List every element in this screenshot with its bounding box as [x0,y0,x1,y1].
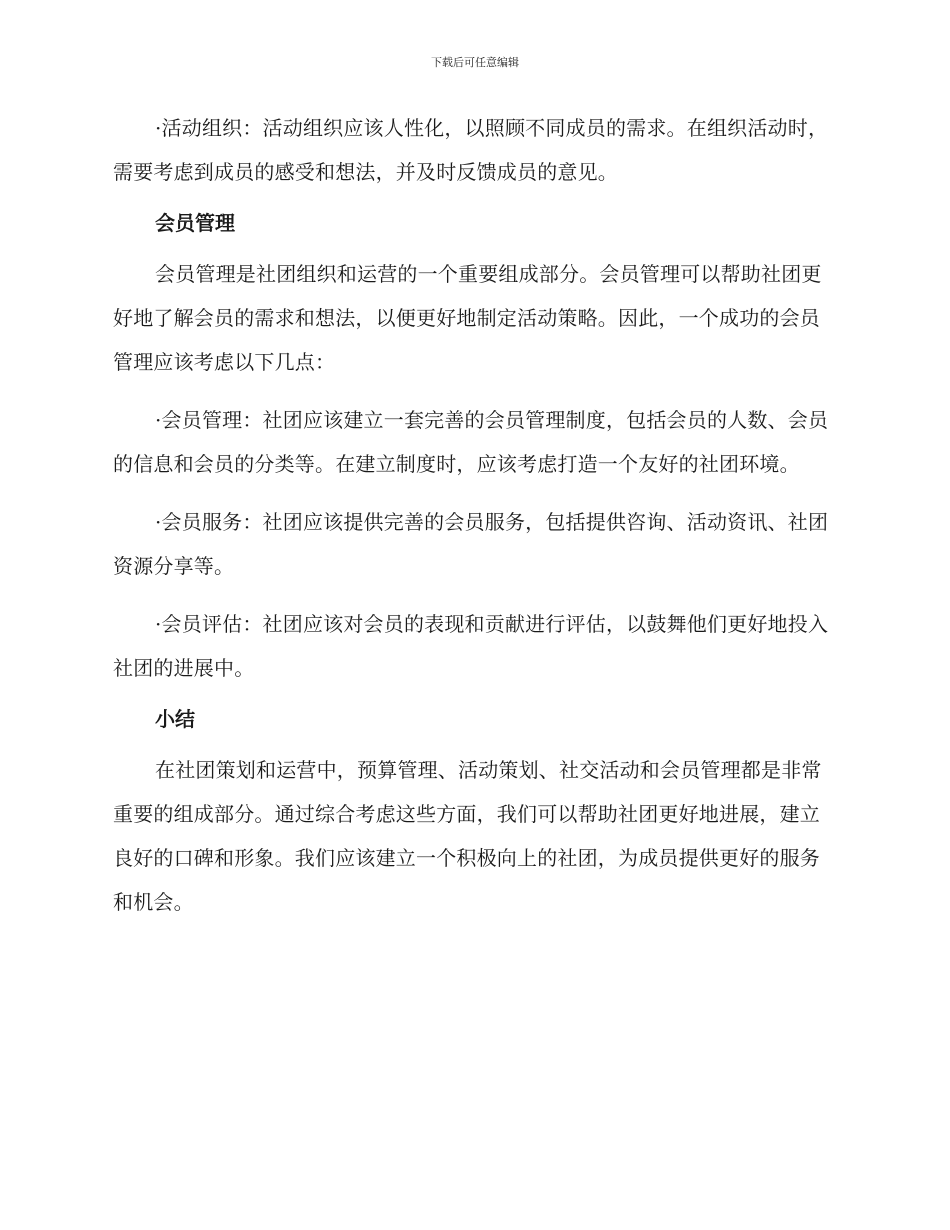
section-heading-summary: 小结 [155,707,195,731]
paragraph-member-management-intro: 会员管理是社团组织和运营的一个重要组成部分。会员管理可以帮助社团更好地了解会员的需求和想法，以便更好地制定活动策略。因此，一个成功的会员管理应该考虑以下几点： [113,262,822,374]
document-body [113,106,833,938]
paragraph-member-evaluation: ·会员评估：社团应该对会员的表现和贡献进行评估，以鼓舞他们更好地投入社团的进展中。 [113,612,829,680]
paragraph-summary: 在社团策划和运营中，预算管理、活动策划、社交活动和会员管理都是非常重要的组成部分。通过综合考虑这些方面，我们可以帮助社团更好地进展，建立良好的口碑和形象。我们应该建立一个积极向上的社团，为成员提供更好的服务和机会。 [113,758,822,914]
page-header-note: 下载后可任意编辑 [431,56,519,69]
section-heading-member-management: 会员管理 [155,211,235,235]
paragraph-member-management-system: ·会员管理：社团应该建立一套完善的会员管理制度，包括会员的人数、会员的信息和会员的分类等。在建立制度时，应该考虑打造一个友好的社团环境。 [113,408,829,476]
paragraph-activity-organization: ·活动组织：活动组织应该人性化，以照顾不同成员的需求。在组织活动时，需要考虑到成员的感受和想法，并及时反馈成员的意见。 [113,116,829,184]
paragraph-member-service: ·会员服务：社团应该提供完善的会员服务，包括提供咨询、活动资讯、社团资源分享等。 [113,510,829,578]
